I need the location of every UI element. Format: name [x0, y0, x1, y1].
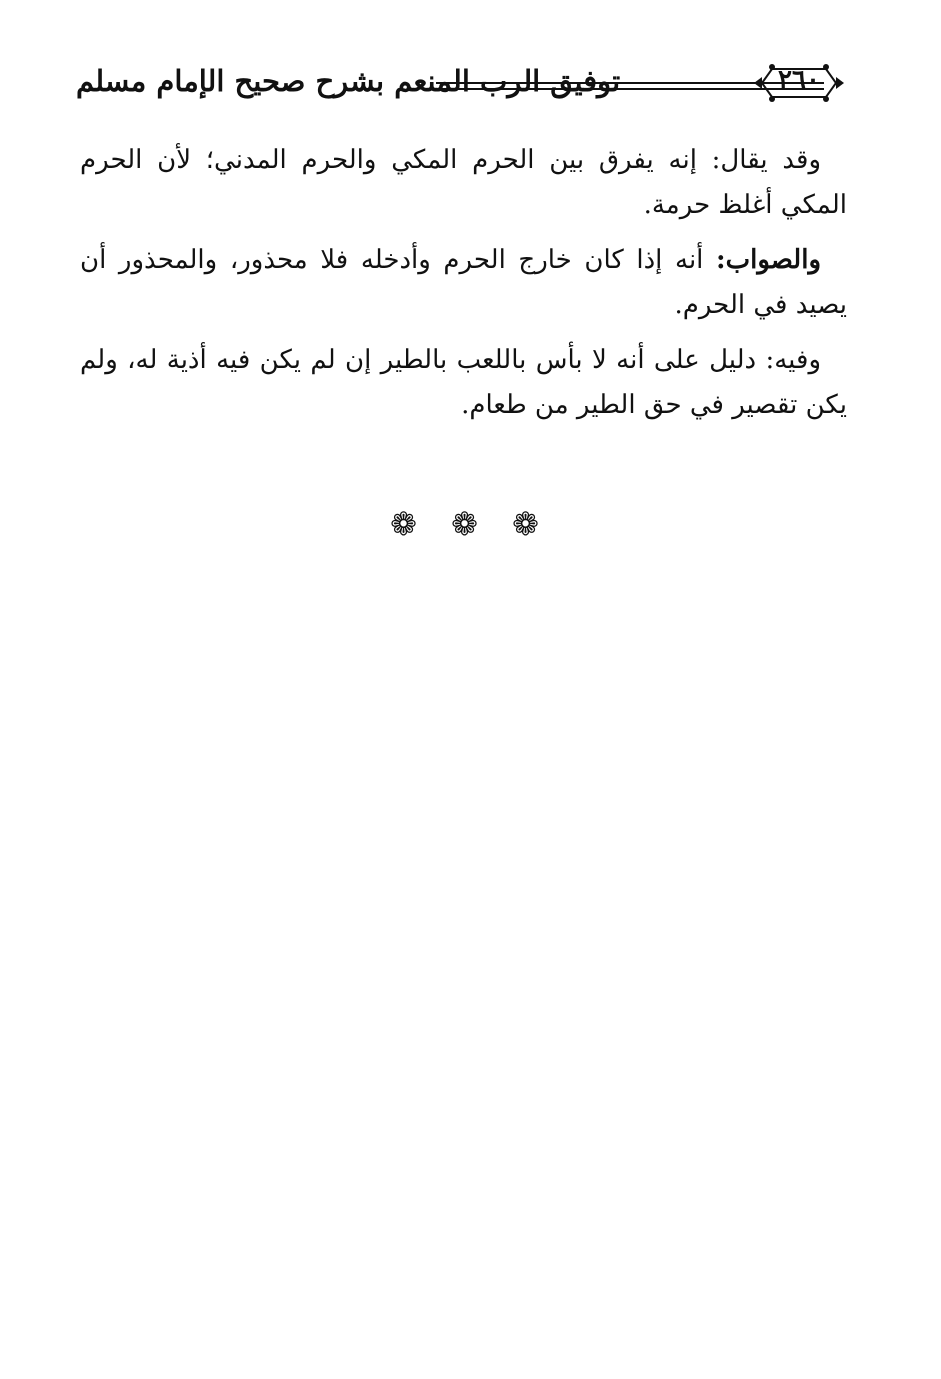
page-header: [76, 56, 848, 122]
page-number: ٢٦٠: [778, 65, 820, 95]
paragraph-2-text: أنه إذا كان خارج الحرم وأدخله فلا محذور، والمحذور أن يصيد في الحرم.: [80, 245, 847, 320]
paragraph-1: [80, 138, 847, 228]
book-title: توفيق الرب المنعم بشرح صحيح الإمام مسلم: [76, 64, 621, 98]
paragraph-1-text: وقد يقال: إنه يفرق بين الحرم المكي والحرم المدني؛ لأن الحرم المكي أغلظ حرمة.: [80, 145, 847, 220]
paragraph-3-text: وفيه: دليل على أنه لا بأس باللعب بالطير إن لم يكن فيه أذية له، ولم يكن تقصير في حق الطير من طعام.: [80, 345, 847, 420]
page-body: [80, 138, 847, 438]
paragraph-3: [80, 338, 847, 428]
page-number-badge: [752, 59, 846, 107]
paragraph-2-lead: والصواب:: [716, 245, 821, 275]
section-separator: ❁ ❁ ❁: [390, 505, 551, 543]
paragraph-2: [80, 238, 847, 328]
